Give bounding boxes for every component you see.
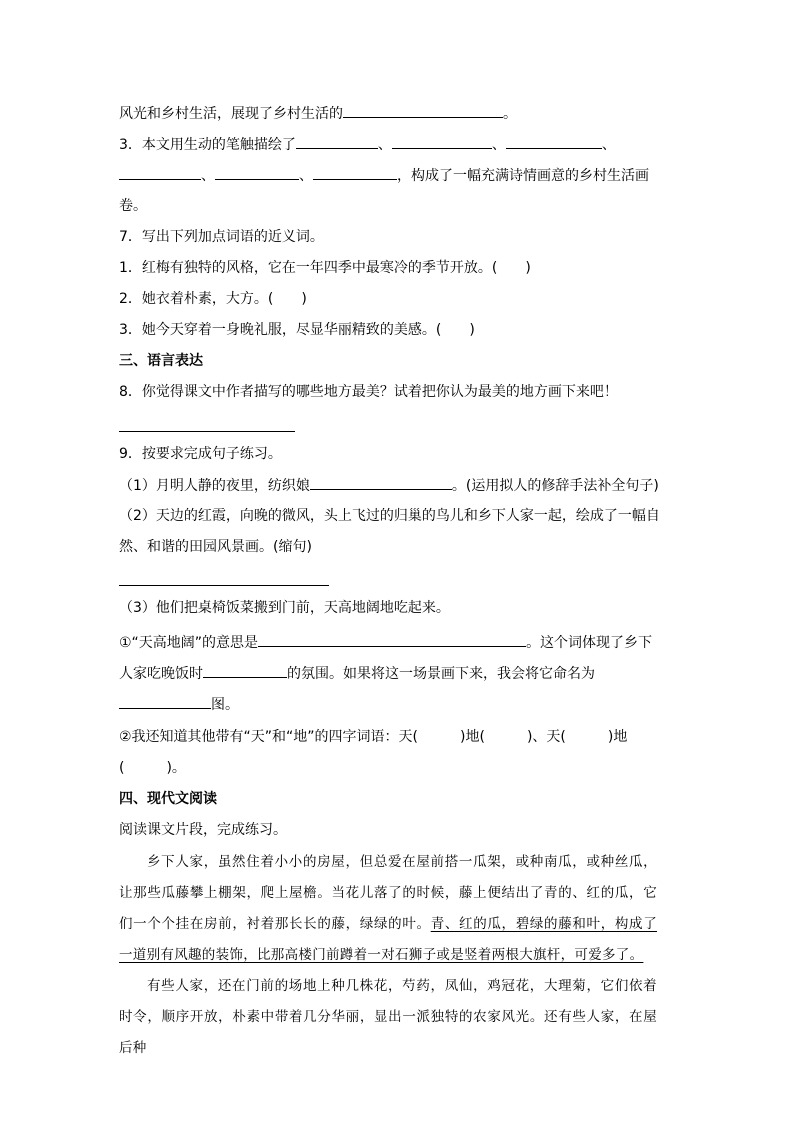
q9-title: 9．按要求完成句子练习。 — [119, 446, 282, 462]
answer-blank[interactable] — [313, 165, 397, 180]
q7-item-3: 3．她今天穿着一身晚礼服，尽显华丽精致的美感。( ) — [119, 322, 475, 338]
answer-blank[interactable] — [119, 165, 201, 180]
passage-underlined-sentence: 青、红的瓜，碧绿的藤和叶，构成了一道别有风趣的装饰，比那高楼门前蹲着一对石狮子或是竖着两根大旗杆，可爱多了。 — [119, 916, 657, 963]
answer-blank[interactable] — [343, 103, 503, 118]
answer-blank[interactable] — [258, 632, 526, 647]
q9-3-line: （3）他们把桌椅饭菜搬到门前，天高地阔地吃起来。 — [119, 600, 450, 616]
q9-1-line: （1）月明人静的夜里，纺织娘 。(运用拟人的修辞手法补全句子) — [119, 475, 659, 496]
answer-blank[interactable] — [215, 165, 299, 180]
q9-3-1-line-2: 人家吃晚饭时 的氛围。如果将这一场景画下来，我会将它命名为 — [119, 663, 595, 684]
answer-blank[interactable] — [203, 663, 287, 678]
q9-3-1-line-3: 图。 — [119, 694, 239, 715]
q9-2-answer-rule[interactable] — [119, 585, 329, 586]
q8-line: 8．你觉得课文中作者描写的哪些地方最美？试着把你认为最美的地方画下来吧！ — [119, 384, 618, 400]
q7-item-1: 1．红梅有独特的风格，它在一年四季中最寒冷的季节开放。( ) — [119, 260, 531, 276]
section-3-heading: 三、语言表达 — [119, 353, 203, 369]
reading-instruction: 阅读课文片段，完成练习。 — [119, 822, 287, 838]
answer-blank[interactable] — [506, 134, 602, 149]
q9-2-line-2: 然、和谐的田园风景画。(缩句) — [119, 539, 312, 555]
section-4-heading: 四、现代文阅读 — [119, 791, 217, 807]
q7-title: 7．写出下列加点词语的近义词。 — [119, 229, 324, 245]
answer-blank[interactable] — [296, 134, 378, 149]
passage-text: 乡下人家，虽然住着小小的房屋，但总爱在屋前搭一瓜架，或种南瓜，或种丝瓜，让那些瓜藤攀上棚架，爬上屋檐。当花儿落了的时候，藤上便结出了青的、红的瓜，它们一个个挂在房前，衬着那长长的藤，绿绿的叶。 — [119, 854, 657, 932]
q7-item-2: 2．她衣着朴素，大方。( ) — [119, 291, 307, 307]
q9-3-2-line-2: ( )。 — [119, 760, 186, 776]
q6-continuation-line: 风光和乡村生活，展现了乡村生活的 。 — [119, 103, 517, 124]
q9-2-line: （2）天边的红霞，向晚的微风，头上飞过的归巢的鸟儿和乡下人家一起，绘成了一幅自 — [119, 508, 660, 524]
q9-3-1-line: ①“天高地阔”的意思是 。这个词体现了乡下 — [119, 632, 652, 653]
q9-3-2-line: ②我还知道其他带有“天”和“地”的四字词语：天( )地( )、天( )地 — [119, 729, 628, 745]
passage-paragraph-1 — [119, 847, 657, 971]
passage-paragraph-2: 有些人家，还在门前的场地上种几株花，芍药，凤仙，鸡冠花，大理菊，它们依着时令，顺序开放，朴素中带着几分华丽，显出一派独特的农家风光。还有些人家，在屋后种 — [119, 978, 657, 1056]
answer-blank[interactable] — [310, 475, 452, 490]
q3-line-2: 、 、 ，构成了一幅充满诗情画意的乡村生活画 — [119, 165, 649, 186]
q3-line-3: 卷。 — [119, 198, 147, 214]
answer-blank[interactable] — [119, 694, 211, 709]
q3-line: 3．本文用生动的笔触描绘了 、 、 、 — [119, 134, 616, 155]
answer-blank[interactable] — [392, 134, 492, 149]
q8-answer-rule[interactable] — [119, 431, 295, 432]
